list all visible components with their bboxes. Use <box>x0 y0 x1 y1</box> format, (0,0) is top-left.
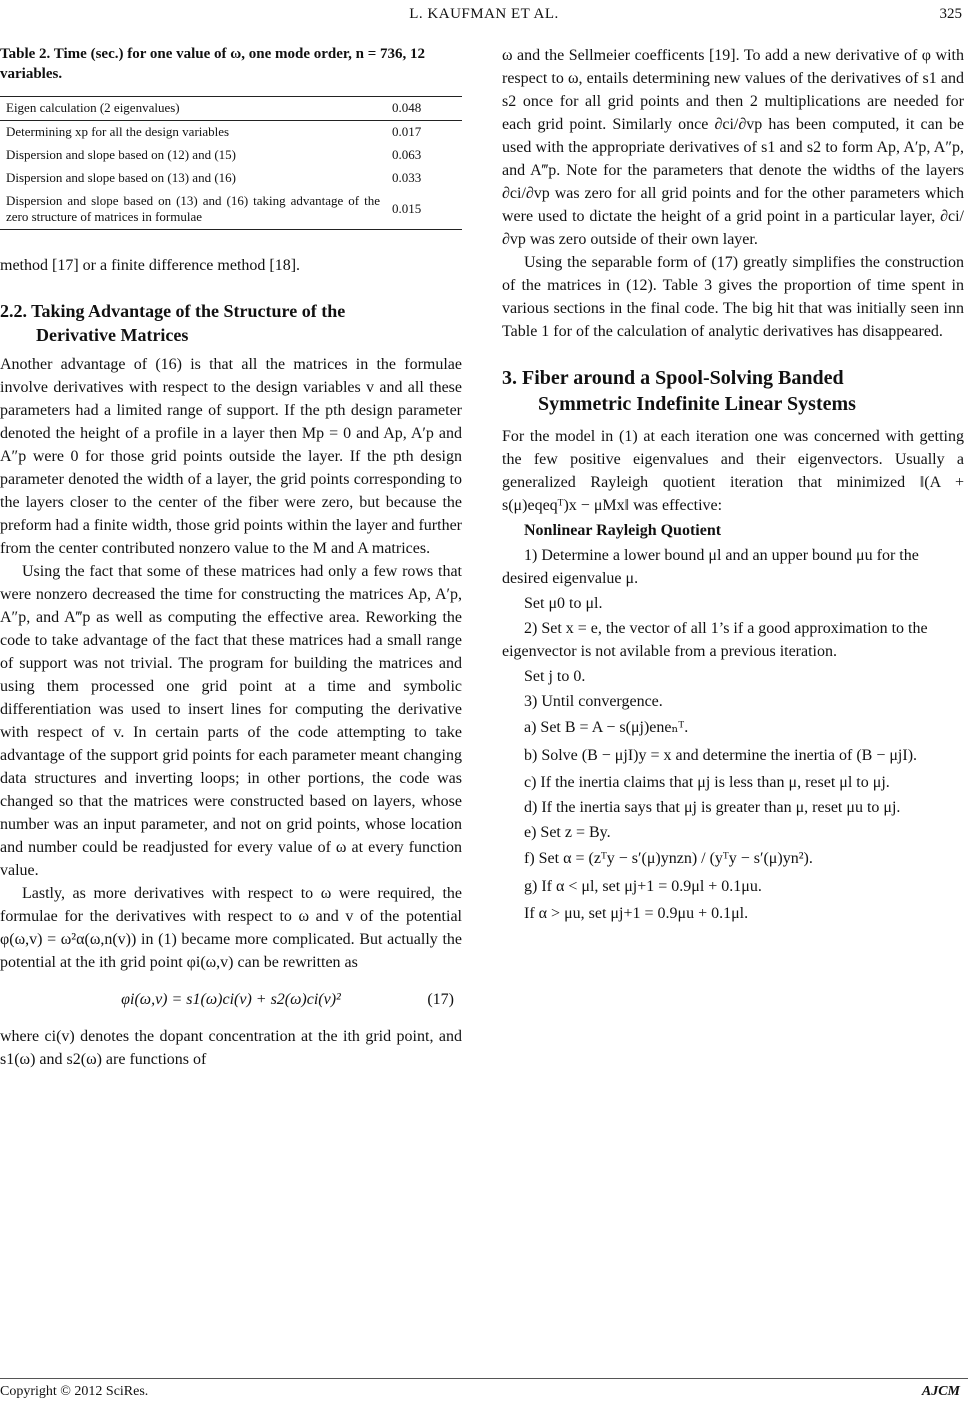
algorithm-step: g) If α < μl, set μj+1 = 0.9μl + 0.1μu. <box>524 878 762 895</box>
algorithm-step: If α > μu, set μj+1 = 0.9μu + 0.1μl. <box>524 905 749 922</box>
section-title-line: 3. Fiber around a Spool-Solving Banded <box>502 367 844 389</box>
paragraph: Using the fact that some of these matrices had only a few rows that were nonzero decreased the time for constructing the matrices Ap, A′p, A″p, and A‴p as well as computing the effective area. Reworking the code to take advantage of the fact that these matrices had a small range of support was not trivial. The program for building the matrices and using them processed one grid point at a time and symbolic differentiation was used to insert lines for computing the derivative with respect of v. In certain parts of the code attempting to take advantage of the support grid points for each parameter meant changing data structures and inverting loops; in other portions, the code was changed so that the matrices were constructed based on layers, whose number was an input parameter, and not on grid points, whose location and number could be readjusted for every value of ω at every function value. <box>0 563 462 879</box>
algorithm-step: e) Set z = By. <box>524 824 611 841</box>
table-caption: Table 2. Time (sec.) for one value of ω, one mode order, n = 736, 12 variables. <box>0 46 426 82</box>
algorithm-step: Set j to 0. <box>524 668 586 685</box>
table-cell-label: Dispersion and slope based on (13) and (16) <box>6 170 236 185</box>
table-row <box>0 190 462 230</box>
table-cell-value: 0.063 <box>392 147 422 162</box>
table-row <box>0 121 462 145</box>
page-header <box>0 6 968 28</box>
left-column <box>0 44 462 1071</box>
table-row <box>0 167 462 190</box>
equation-body: φi(ω,v) = s1(ω)ci(v) + s2(ω)ci(v)² <box>121 991 341 1008</box>
algorithm-step: d) If the inertia says that μj is greater than μ, reset μu to μj. <box>524 799 901 816</box>
algorithm-step: 2) Set x = e, the vector of all 1’s if a good approximation to the eigenvector is not avilable from a previous iteration. <box>502 620 928 660</box>
equation-17 <box>0 988 462 1011</box>
table-cell-label: Eigen calculation (2 eigenvalues) <box>0 97 386 121</box>
section-heading <box>0 299 462 347</box>
section-title-line: 2.2. Taking Advantage of the Structure of the <box>0 301 346 321</box>
algorithm-step: c) If the inertia claims that μj is less than μ, reset μl to μj. <box>524 774 890 791</box>
equation-number: (17) <box>427 991 454 1008</box>
section-title-line: Symmetric Indefinite Linear Systems <box>538 393 856 415</box>
table-cell-value: 0.015 <box>386 190 462 230</box>
journal-name: AJCM <box>921 1384 960 1399</box>
algorithm-step: 1) Determine a lower bound μl and an upper bound μu for the desired eigenvalue μ. <box>502 547 919 587</box>
algorithm-step: b) Solve (B − μjI)y = x and determine the inertia of (B − μjI). <box>524 747 918 764</box>
table-2 <box>0 96 462 230</box>
table-cell-label: Dispersion and slope based on (12) and (15) <box>6 147 236 162</box>
table-cell-label: Determining xp for all the design variables <box>6 124 230 139</box>
page-number: 325 <box>939 6 962 22</box>
paragraph: Lastly, as more derivatives with respect to ω were required, the formulae for the derivatives with respect to ω and v of the potential φ(ω,v) = ω²α(ω,n(v)) in (1) became more complicated. But actually the potential at the ith grid point φi(ω,v) can be rewritten as <box>0 885 462 971</box>
section-heading <box>502 365 964 417</box>
copyright: Copyright © 2012 SciRes. <box>0 1384 149 1399</box>
algorithm-step: 3) Until convergence. <box>524 693 663 710</box>
table-cell-label: Dispersion and slope based on (13) and (16) taking advantage of the zero structure of matrices in formulae <box>0 190 386 230</box>
algorithm-step: Set μ0 to μl. <box>524 595 603 612</box>
table-row <box>0 144 462 167</box>
algorithm-step: a) Set B = A − s(μj)eneₙᵀ. <box>524 719 689 736</box>
paragraph: ω and the Sellmeier coefficents [19]. To add a new derivative of φ with respect to ω, entails determining new values of the derivatives of s1 and s2 once for all grid points and then 2 multiplications are needed for each grid point. Similarly once ∂ci/∂vp has been computed, it can be used with the appropriate derivatives of s1 and s2 to form Ap, A′p, A″p, and A‴p. Note for the parameters that denote the widths of the layers ∂ci/∂vp was zero for all grid points and for the other parameters which were used to dictate the height of a grid point in a particular layer, ∂ci/∂vp was zero outside of their own layer. <box>502 47 964 248</box>
paragraph: Another advantage of (16) is that all the matrices in the formulae involve derivatives with respect to the design variables v and all these parameters had a limited range of support. If the pth design parameter denoted the height of a profile in a layer then Mp = 0 and Ap, A′p and A″p were 0 for those grid points outside the layer. If the pth design parameter denoted the width of a layer, the grid points corresponding to the layers closer to the center of the fiber were zero, but because the preform had a finite width, those grid points within the layer and further from the center contributed nonzero value to the M and A matrices. <box>0 356 462 557</box>
paragraph: Using the separable form of (17) greatly simplifies the construction of the matrices in (12). Table 3 gives the proportion of time spent in various sections in the final code. The big hit that was initially seen inn Table 1 for of the calculation of analytic derivatives has disappeared. <box>502 254 964 340</box>
right-column <box>502 44 964 927</box>
paragraph: method [17] or a finite difference method [18]. <box>0 257 301 274</box>
paragraph: where ci(v) denotes the dopant concentration at the ith grid point, and s1(ω) and s2(ω) are functions of <box>0 1028 462 1068</box>
table-cell-value: 0.048 <box>386 97 462 121</box>
paragraph: For the model in (1) at each iteration one was concerned with getting the few positive eigenvalues and their eigenvectors. Usually a generalized Rayleigh quotient iteration that minimized ‖(A + s(μ)eqeqᵀ)x − μMx‖ was effective: <box>502 428 964 514</box>
running-head: L. KAUFMAN ET AL. <box>409 6 559 22</box>
algorithm-title: Nonlinear Rayleigh Quotient <box>524 522 722 539</box>
footer-rule <box>0 1378 968 1379</box>
table-cell-value: 0.017 <box>392 124 422 139</box>
table-row <box>0 97 462 121</box>
algorithm-step: f) Set α = (zᵀy − s′(μ)ynzn) / (yᵀy − s′(μ)yn²). <box>524 850 813 867</box>
table-cell-value: 0.033 <box>392 170 422 185</box>
section-title-line: Derivative Matrices <box>36 325 189 345</box>
